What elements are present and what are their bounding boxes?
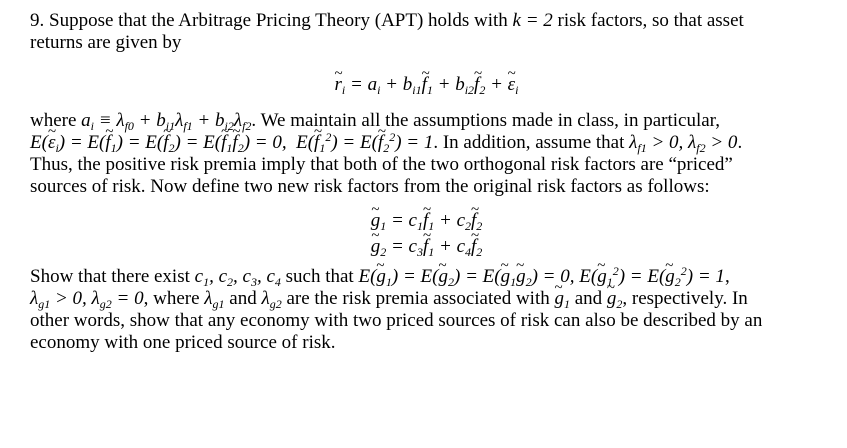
- maintain-text: We maintain all the assumptions made in class, in particular,: [260, 110, 720, 131]
- where-label: where: [30, 110, 77, 131]
- g1-symbol: ~ $g_1$: [554, 288, 570, 309]
- g1-equation: ~ $g_1$ = $c_1\sim$ $f_1$ + $c_2\sim$ $f_2$: [30, 208, 823, 234]
- new-factor-equations: [30, 208, 823, 260]
- addition-text: In addition, assume that: [442, 132, 625, 153]
- such-that-text: such that: [285, 266, 354, 287]
- g2-equation: ~ $g_2$ = $c_3\sim$ $f_1$ + $c_4\sim$ $f_2$: [30, 234, 823, 260]
- coefficients: $c_1$, $c_2$, $c_3$, $c_4$: [194, 266, 281, 289]
- and-text-2: and: [574, 288, 603, 309]
- respectively-text: , respectively. In: [622, 288, 748, 309]
- lambda-g2: $\lambda_{g2}$: [261, 288, 282, 311]
- intro-text-line2: returns are given by: [30, 32, 182, 53]
- premia-text: are the risk premia associated with: [286, 288, 550, 309]
- and-text: and: [229, 288, 257, 309]
- other-words-text: other words, show that any economy with two priced sources of risk can also be described by an: [30, 310, 763, 331]
- intercept-equation: $a_i \equiv \lambda_{f0} + b_{i1}\lambda_{f1} + b_{i2}\lambda_{f2}$: [81, 110, 252, 133]
- problem-number: 9.: [30, 10, 45, 31]
- k-equation: k = 2: [512, 10, 553, 31]
- intro-text: Suppose that the Arbitrage Pricing Theory (APT) holds with: [49, 10, 508, 31]
- moment-conditions: E(~ $\varepsilon_i$) = E(~ $f_1$) = E(~ $f_2$) = E(~ $f_1\sim$ $f_2) = 0$, E(~ $f_1^2$) = E(~ $f_2^2) = 1$: [30, 132, 433, 153]
- premia-conditions: $\lambda_{f1} > 0$, $\lambda_{f2} > 0$: [629, 132, 738, 155]
- where2-text: , where: [143, 288, 200, 309]
- new-moment-conditions: E(~ $g_1$) = E(~ $g_2$) = E(~ $g_1\sim$ $g_2) = 0$, E(~ $g_1^2$) = E(~ $g_2^2) = 1$: [358, 266, 724, 287]
- thus-text: Thus, the positive risk premia imply that both of the two orthogonal risk factors are “priced”: [30, 154, 733, 175]
- g2-symbol: ~ $g_2$: [607, 288, 623, 309]
- sources-text: sources of risk. Now define two new risk factors from the original risk factors as follows:: [30, 176, 710, 197]
- new-premia-conditions: $\lambda_{g1} > 0$, $\lambda_{g2} = 0$: [30, 288, 144, 311]
- show-text: Show that there exist: [30, 266, 190, 287]
- lambda-g1: $\lambda_{g1}$: [204, 288, 225, 311]
- return-equation: ~ $r_i = a_i$ + $b_{i1}\sim$ $f_1$ + $b_{i2}\sim$ $f_2$ + ~ $\varepsilon_i$: [30, 74, 823, 96]
- economy-end-text: economy with one priced source of risk.: [30, 332, 336, 353]
- problem-intro: [30, 10, 823, 54]
- intro-text-end: risk factors, so that asset: [557, 10, 744, 31]
- task-paragraph: Show that there exist $c_1$, $c_2$, $c_3$, $c_4$ such that E(~ $g_1$) = E(~ $g_2$) = E(~ $g_1\sim$ $g_2) = 0$, E(~ $g_1^2$) = E(~ $g_2^2) = 1$, $\lambda_{g1} > 0$, $\lambda_{g2} = 0$, where $\lambda_{g1}$ and $\lambda_{g2}$ are the risk premia associated with ~ $g_1$ and ~ $g_2$, respectively. In other words, show that any economy with two priced sources of risk can also be described by an economy with one priced source of risk.: [30, 266, 823, 354]
- assumptions-paragraph: where $a_i \equiv \lambda_{f0} + b_{i1}\lambda_{f1} + b_{i2}\lambda_{f2}$. We maintain all the assumptions made in class, in particular, E(~ $\varepsilon_i$) = E(~ $f_1$) = E(~ $f_2$) = E(~ $f_1\sim$ $f_2) = 0$, E(~ $f_1^2$) = E(~ $f_2^2) = 1$. In addition, assume that $\lambda_{f1} > 0$, $\lambda_{f2} > 0$. Thus, the positive risk premia imply that both of the two orthogonal risk factors are “priced” sources of risk. Now define two new risk factors from the original risk factors as follows:: [30, 110, 823, 198]
